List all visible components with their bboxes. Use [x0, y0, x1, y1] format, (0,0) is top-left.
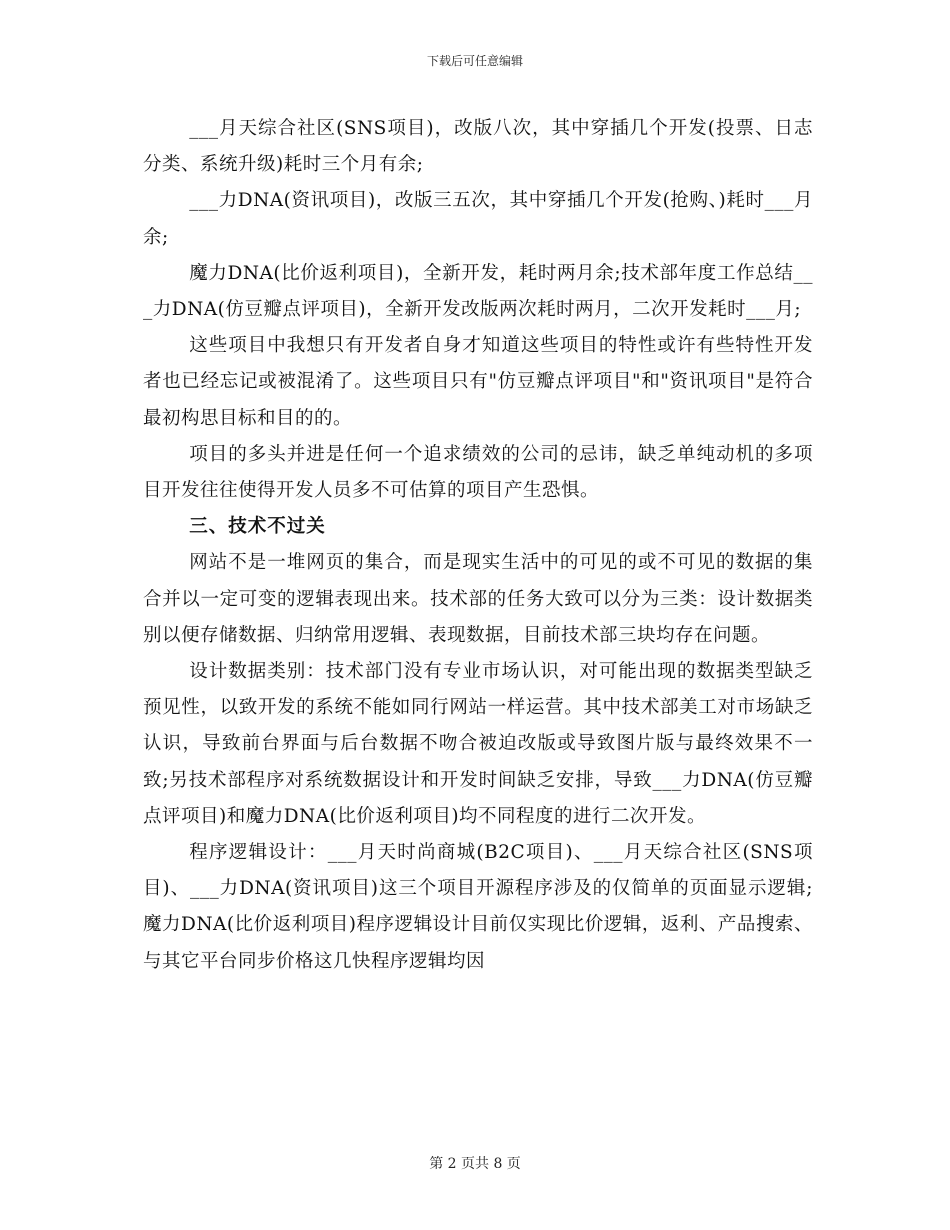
section-heading: 三、技术不过关	[189, 516, 326, 538]
paragraph-website-data: 网站不是一堆网页的集合，而是现实生活中的可见的或不可见的数据的集合并以一定可变的逻辑表现出来。技术部的任务大致可以分为三类：设计数据类别以便存储数据、归纳常用逻辑、表现数据，目前技术部三块均存在问题。	[143, 552, 813, 646]
paragraph-data-design: 设计数据类别：技术部门没有专业市场认识，对可能出现的数据类型缺乏预见性，以致开发的系统不能如同行网站一样运营。其中技术部美工对市场缺乏认识，导致前台界面与后台数据不吻合被迫改版或导致图片版与最终效果不一致;另技术部程序对系统数据设计和开发时间缺乏安排，导致___力DNA(仿豆瓣点评项目)和魔力DNA(比价返利项目)均不同程度的进行二次开发。	[143, 661, 813, 827]
paragraph-logic-design: 程序逻辑设计：___月天时尚商城(B2C项目)、___月天综合社区(SNS项目)、___力DNA(资讯项目)这三个项目开源程序涉及的仅简单的页面显示逻辑;魔力DNA(比价返利项目)程序逻辑设计目前仅实现比价逻辑，返利、产品搜索、与其它平台同步价格这几快程序逻辑均因	[143, 842, 813, 972]
document-body	[143, 111, 813, 980]
page-footer: 第 2 页共 8 页	[429, 1156, 521, 1172]
paragraph-sns-project: ___月天综合社区(SNS项目)，改版八次，其中穿插几个开发(投票、日志分类、系统升级)耗时三个月有余;	[143, 118, 813, 176]
paragraph-rebate-project: 魔力DNA(比价返利项目)，全新开发，耗时两月余;技术部年度工作总结___力DNA(仿豆瓣点评项目)，全新开发改版两次耗时两月，二次开发耗时___月;	[143, 262, 813, 321]
page-header: 下载后可任意编辑	[426, 54, 523, 68]
paragraph-multi-project: 项目的多头并进是任何一个追求绩效的公司的忌讳，缺乏单纯动机的多项目开发往往使得开发人员多不可估算的项目产生恐惧。	[143, 443, 813, 502]
paragraph-news-project: ___力DNA(资讯项目)，改版三五次，其中穿插几个开发(抢购、)耗时___月余;	[143, 190, 813, 248]
paragraph-project-features: 这些项目中我想只有开发者自身才知道这些项目的特性或许有些特性开发者也已经忘记或被混淆了。这些项目只有"仿豆瓣点评项目"和"资讯项目"是符合最初构思目标和目的的。	[143, 335, 813, 429]
